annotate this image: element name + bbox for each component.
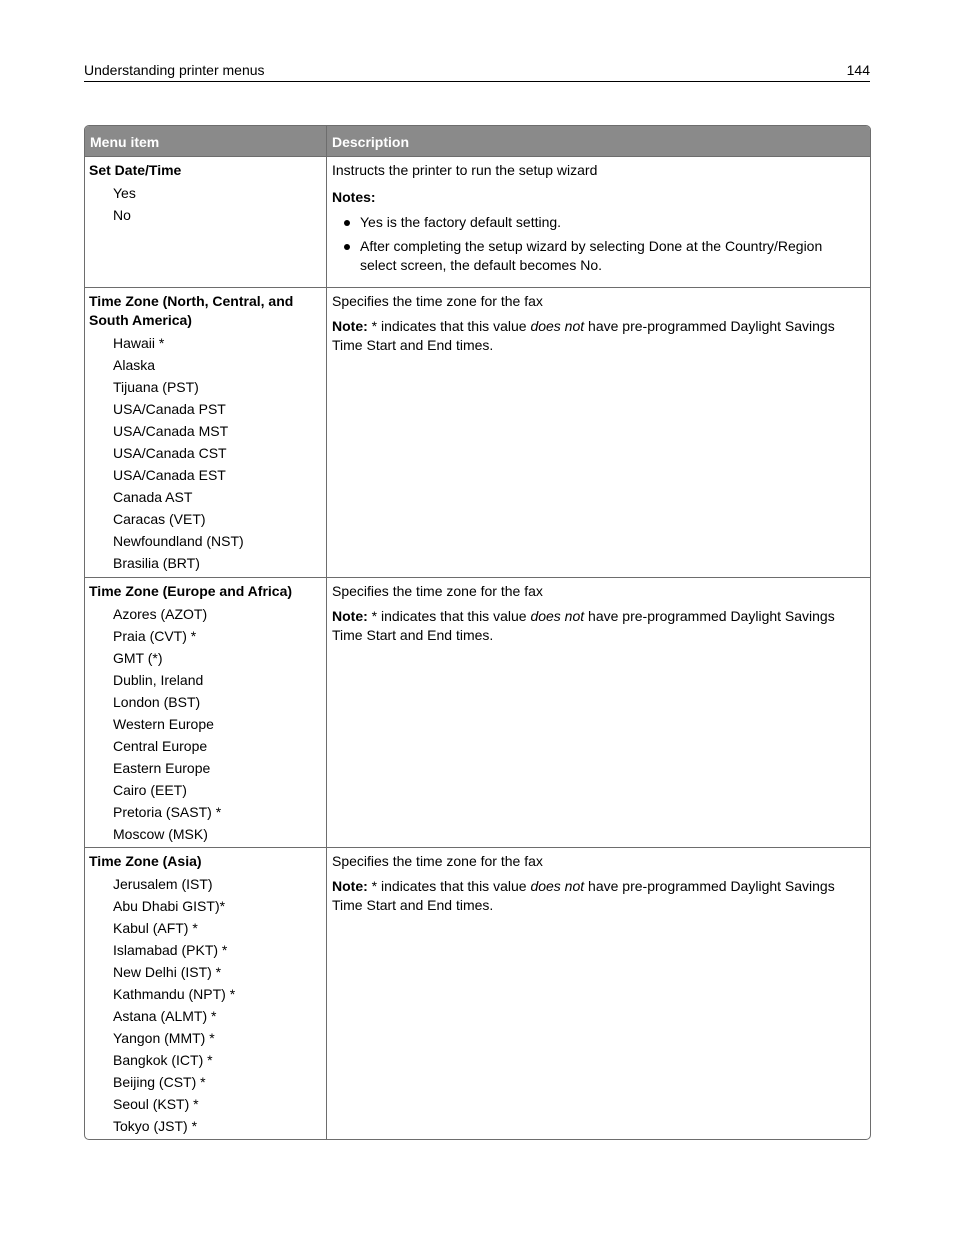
menu-table — [84, 125, 871, 1140]
table-row — [85, 156, 870, 287]
list-item — [332, 213, 858, 232]
note-text-part: * indicates that this value — [367, 878, 531, 894]
menu-item-cell — [85, 288, 327, 577]
table-header — [85, 126, 870, 156]
note-text: After completing the setup wizard by selecting Done at the Country/Region select screen, the default becomes No. — [360, 238, 823, 273]
menu-option: London (BST) — [113, 694, 201, 710]
header-divider — [84, 81, 870, 82]
note-emphasis: does not — [530, 608, 585, 624]
menu-option: Hawaii * — [113, 335, 165, 351]
menu-option: Central Europe — [113, 738, 208, 754]
note-text: Yes is the factory default setting. — [360, 214, 562, 230]
bullet-icon — [344, 244, 350, 250]
menu-option: Pretoria (SAST) * — [113, 804, 222, 820]
menu-option: GMT (*) — [113, 650, 163, 666]
menu-option: Islamabad (PKT) * — [113, 942, 228, 958]
menu-option: Canada AST — [113, 489, 193, 505]
menu-option: Kathmandu (NPT) * — [113, 986, 236, 1002]
table-row — [85, 847, 870, 1139]
description-text: Specifies the time zone for the fax — [332, 583, 543, 599]
page-number: 144 — [846, 62, 870, 78]
description-text: Specifies the time zone for the fax — [332, 853, 543, 869]
note-text-part: have pre-programmed Daylight Savings Time Start and End times. — [332, 608, 835, 643]
menu-option: Dublin, Ireland — [113, 672, 204, 688]
menu-option: Alaska — [113, 357, 156, 373]
menu-option: Eastern Europe — [113, 760, 211, 776]
page-header — [84, 60, 870, 80]
bullet-icon — [344, 220, 350, 226]
menu-item-title: Set Date/Time — [89, 162, 182, 178]
menu-option: Caracas (VET) — [113, 511, 206, 527]
menu-option: USA/Canada CST — [113, 445, 227, 461]
menu-option: Astana (ALMT) * — [113, 1008, 217, 1024]
notes-label: Notes: — [332, 189, 376, 205]
menu-option: Moscow (MSK) — [113, 826, 208, 842]
menu-option: Kabul (AFT) * — [113, 920, 198, 936]
note-text — [332, 607, 858, 645]
note-text-part: have pre-programmed Daylight Savings Time Start and End times. — [332, 878, 835, 913]
menu-option: Yes — [113, 185, 136, 201]
note-emphasis: does not — [530, 878, 585, 894]
menu-option: Western Europe — [113, 716, 214, 732]
note-label: Note: — [332, 318, 368, 334]
menu-option: Jerusalem (IST) — [113, 876, 213, 892]
section-title: Understanding printer menus — [84, 62, 265, 78]
description-text: Specifies the time zone for the fax — [332, 293, 543, 309]
description-cell — [327, 848, 870, 1139]
column-header-menu-item: Menu item — [85, 126, 327, 156]
column-header-description: Description — [332, 134, 410, 150]
menu-option: Tijuana (PST) — [113, 379, 199, 395]
description-text: Instructs the printer to run the setup wizard — [332, 162, 598, 178]
note-label: Note: — [332, 878, 368, 894]
menu-option: USA/Canada EST — [113, 467, 226, 483]
menu-option: New Delhi (IST) * — [113, 964, 222, 980]
note-text — [332, 317, 858, 355]
menu-option: Beijing (CST) * — [113, 1074, 206, 1090]
menu-option: USA/Canada MST — [113, 423, 229, 439]
menu-option: Seoul (KST) * — [113, 1096, 199, 1112]
description-cell — [327, 157, 870, 287]
list-item — [332, 237, 858, 275]
menu-option: Tokyo (JST) * — [113, 1118, 198, 1134]
menu-item-cell — [85, 578, 327, 847]
menu-option: Praia (CVT) * — [113, 628, 197, 644]
menu-item-cell — [85, 848, 327, 1139]
menu-item-title: Time Zone (Asia) — [89, 853, 202, 869]
note-text-part: * indicates that this value — [367, 318, 531, 334]
menu-option: No — [113, 207, 131, 223]
table-row — [85, 577, 870, 847]
menu-item-title: Time Zone (Europe and Africa) — [89, 583, 293, 599]
table-row — [85, 287, 870, 577]
description-cell — [327, 288, 870, 577]
menu-option: USA/Canada PST — [113, 401, 226, 417]
notes-list — [332, 213, 858, 275]
note-text-part: * indicates that this value — [367, 608, 531, 624]
menu-option: Yangon (MMT) * — [113, 1030, 215, 1046]
note-emphasis: does not — [530, 318, 585, 334]
menu-option: Newfoundland (NST) — [113, 533, 244, 549]
menu-item-title: Time Zone (North, Central, and South America) — [89, 293, 294, 328]
menu-option: Cairo (EET) — [113, 782, 187, 798]
menu-option: Bangkok (ICT) * — [113, 1052, 213, 1068]
menu-option: Abu Dhabi GIST)* — [113, 898, 226, 914]
note-text-part: have pre-programmed Daylight Savings Time Start and End times. — [332, 318, 835, 353]
note-text — [332, 877, 858, 915]
menu-item-cell — [85, 157, 327, 287]
menu-option: Brasilia (BRT) — [113, 555, 200, 571]
menu-option: Azores (AZOT) — [113, 606, 208, 622]
description-cell — [327, 578, 870, 847]
note-label: Note: — [332, 608, 368, 624]
